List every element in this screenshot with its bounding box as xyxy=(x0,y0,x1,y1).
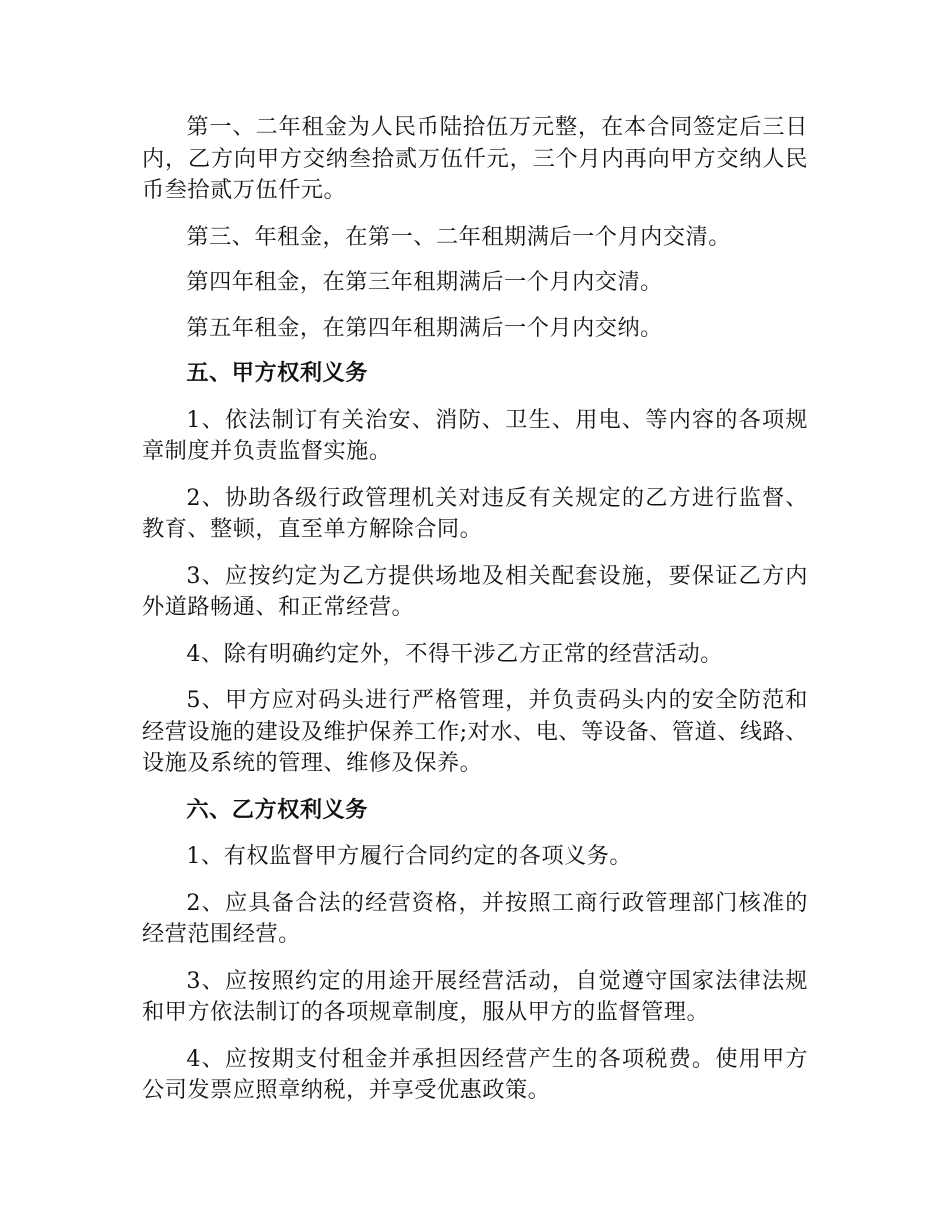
rent-paragraph-year3: 第三、年租金，在第一、二年租期满后一个月内交清。 xyxy=(186,223,731,250)
section-heading-party-a: 五、甲方权利义务 xyxy=(186,360,368,386)
party-b-clause-2: 2、应具备合法的经营资格，并按照工商行政管理部门核准的经营范围经营。 xyxy=(142,889,808,947)
rent-paragraph-year1-2: 第一、二年租金为人民币陆拾伍万元整，在本合同签定后三日内，乙方向甲方交纳叁拾贰万伍仟元，三个月内再向甲方交纳人民币叁拾贰万伍仟元。 xyxy=(142,114,808,203)
party-b-clause-1: 1、有权监督甲方履行合同约定的各项义务。 xyxy=(186,843,633,869)
party-a-clause-2: 2、协助各级行政管理机关对违反有关规定的乙方进行监督、教育、整顿，直至单方解除合同。 xyxy=(142,484,808,542)
party-a-clause-1: 1、依法制订有关治安、消防、卫生、用电、等内容的各项规章制度并负责监督实施。 xyxy=(142,406,808,464)
section-heading-party-b: 六、乙方权利义务 xyxy=(186,796,368,823)
party-b-clause-4: 4、应按期支付租金并承担因经营产生的各项税费。使用甲方公司发票应照章纳税，并享受优惠政策。 xyxy=(142,1045,808,1103)
party-b-clause-3: 3、应按照约定的用途开展经营活动，自觉遵守国家法律法规和甲方依法制订的各项规章制度，服从甲方的监督管理。 xyxy=(142,967,808,1025)
rent-paragraph-year5: 第五年租金，在第四年租期满后一个月内交纳。 xyxy=(186,314,663,341)
document-page xyxy=(142,112,808,1122)
party-a-clause-4: 4、除有明确约定外，不得干涉乙方正常的经营活动。 xyxy=(186,640,723,667)
rent-paragraph-year4: 第四年租金，在第三年租期满后一个月内交清。 xyxy=(186,269,663,295)
party-a-clause-3: 3、应按约定为乙方提供场地及相关配套设施，要保证乙方内外道路畅通、和正常经营。 xyxy=(142,562,808,620)
party-a-clause-5: 5、甲方应对码头进行严格管理，并负责码头内的安全防范和经营设施的建设及维护保养工作;对水、电、等设备、管道、线路、设施及系统的管理、维修及保养。 xyxy=(142,687,808,776)
